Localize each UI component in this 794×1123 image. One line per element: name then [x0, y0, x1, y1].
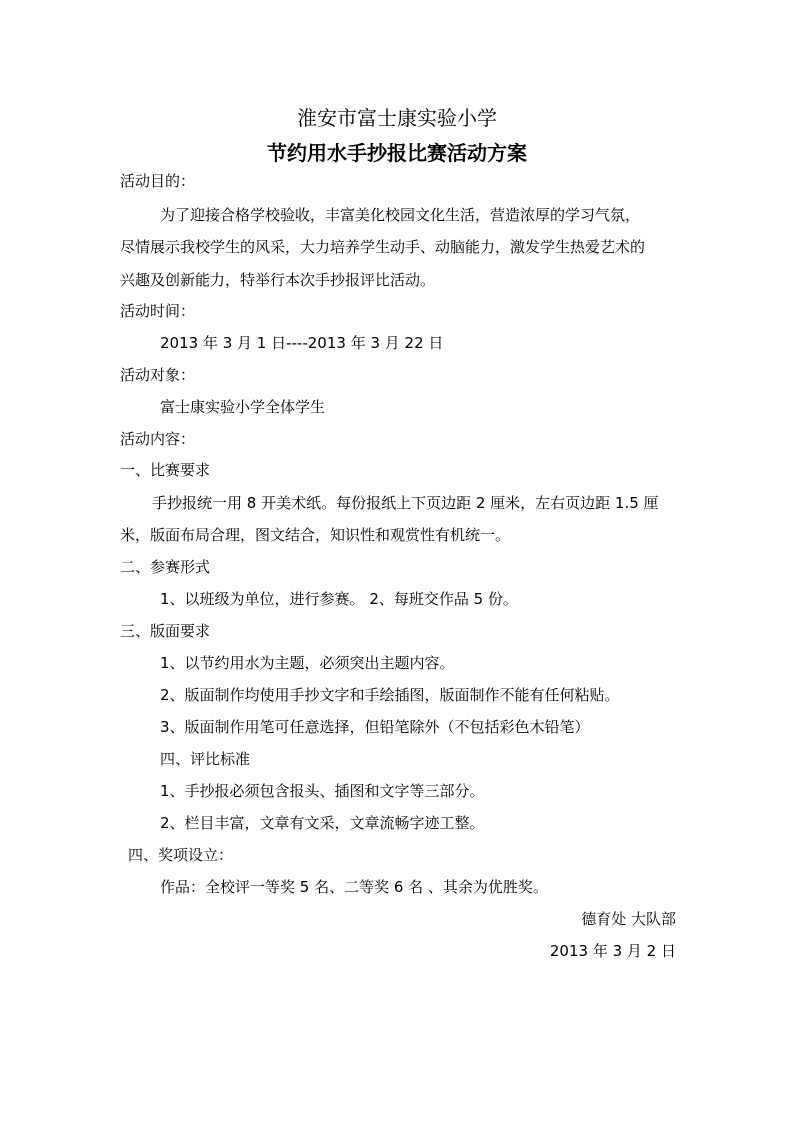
list-item: 3、版面制作用笔可任意选择，但铅笔除外（不包括彩色木铅笔）: [160, 718, 590, 736]
target-value: 富士康实验小学全体学生: [160, 398, 326, 416]
list-item: 1、手抄报必须包含报头、插图和文字等三部分。: [160, 782, 485, 800]
section-heading: 三、版面要求: [120, 622, 211, 640]
section-heading: 四、奖项设立：: [128, 846, 234, 864]
purpose-line: 尽情展示我校学生的风采，大力培养学生动手、动脑能力，激发学生热爱艺术的: [120, 238, 646, 256]
section-text: 手抄报统一用 8 开美术纸。每份报纸上下页边距 2 厘米，左右页边距 1.5 厘: [152, 494, 659, 512]
section-text: 作品：全校评一等奖 5 名、二等奖 6 名 、其余为优胜奖。: [160, 878, 548, 896]
signature-date: 2013 年 3 月 2 日: [549, 942, 676, 960]
section-text: 米，版面布局合理，图文结合，知识性和观赏性有机统一。: [120, 526, 511, 544]
purpose-line: 为了迎接合格学校验收，丰富美化校园文化生活，营造浓厚的学习气氛，: [160, 206, 641, 224]
section-text: 1、以班级为单位，进行参赛。 2、每班交作品 5 份。: [160, 590, 518, 608]
school-title: 淮安市富士康实验小学: [297, 106, 497, 130]
purpose-line: 兴趣及创新能力，特举行本次手抄报评比活动。: [120, 271, 436, 289]
section-heading: 四、评比标准: [160, 750, 251, 768]
list-item: 2、版面制作均使用手抄文字和手绘插图，版面制作不能有任何粘贴。: [160, 686, 620, 704]
document-title: 节约用水手抄报比赛活动方案: [267, 141, 527, 165]
purpose-heading: 活动目的：: [120, 172, 196, 190]
section-heading: 二、参赛形式: [120, 558, 211, 576]
target-heading: 活动对象：: [120, 366, 196, 384]
section-heading: 一、比赛要求: [120, 461, 211, 479]
signature: 德育处 大队部: [581, 910, 676, 928]
list-item: 1、以节约用水为主题，必须突出主题内容。: [160, 654, 455, 672]
list-item: 2、栏目丰富，文章有文采，文章流畅字迹工整。: [160, 814, 485, 832]
content-heading: 活动内容：: [120, 430, 196, 448]
time-heading: 活动时间：: [120, 302, 196, 320]
time-value: 2013 年 3 月 1 日----2013 年 3 月 22 日: [160, 334, 444, 352]
